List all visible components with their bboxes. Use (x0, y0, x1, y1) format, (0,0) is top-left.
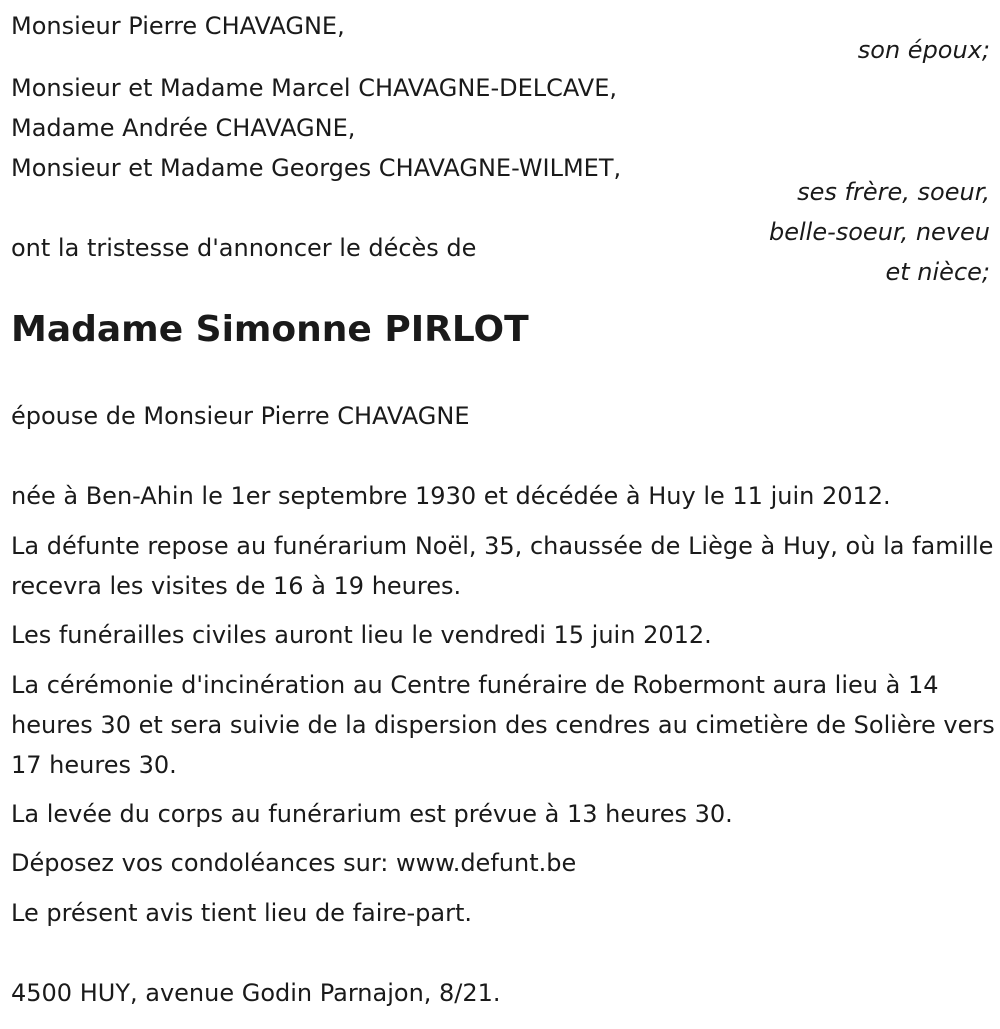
detail-paragraph: La levée du corps au funérarium est prévue à 13 heures 30. (11, 800, 733, 828)
spouse-line: épouse de Monsieur Pierre CHAVAGNE (11, 402, 470, 430)
detail-paragraph: née à Ben-Ahin le 1er septembre 1930 et décédée à Huy le 11 juin 2012. (11, 482, 891, 510)
condolences-line: Déposez vos condoléances sur: www.defunt.be (11, 849, 577, 877)
detail-paragraph: Le présent avis tient lieu de faire-part. (11, 899, 473, 927)
relatives-role-line: et nièce; (885, 258, 990, 286)
relatives-role-line: belle-soeur, neveu (768, 218, 990, 246)
relatives-role-line: ses frère, soeur, (797, 178, 990, 206)
announcement-text: ont la tristesse d'annoncer le décès de (11, 234, 477, 262)
detail-paragraph: La défunte repose au funérarium Noël, 35, chaussée de Liège à Huy, où la famille recevra les visites de 16 à 19 heures. (11, 532, 994, 600)
relative-line: Madame Andrée CHAVAGNE, (11, 114, 356, 142)
relative-line: Monsieur et Madame Georges CHAVAGNE-WILMET, (11, 154, 622, 182)
husband-role: son époux; (857, 36, 990, 64)
address-line: 4500 HUY, avenue Godin Parnajon, 8/21. (11, 979, 501, 1007)
relative-line: Monsieur et Madame Marcel CHAVAGNE-DELCAVE, (11, 74, 617, 102)
husband-line: Monsieur Pierre CHAVAGNE, (11, 12, 345, 40)
detail-paragraph: La cérémonie d'incinération au Centre funéraire de Robermont aura lieu à 14 heures 30 et sera suivie de la dispersion des cendres au cimetière de Solière vers 17 heures 30. (11, 671, 995, 779)
detail-paragraph: Les funérailles civiles auront lieu le vendredi 15 juin 2012. (11, 621, 712, 649)
deceased-name: Madame Simonne PIRLOT (11, 309, 529, 350)
